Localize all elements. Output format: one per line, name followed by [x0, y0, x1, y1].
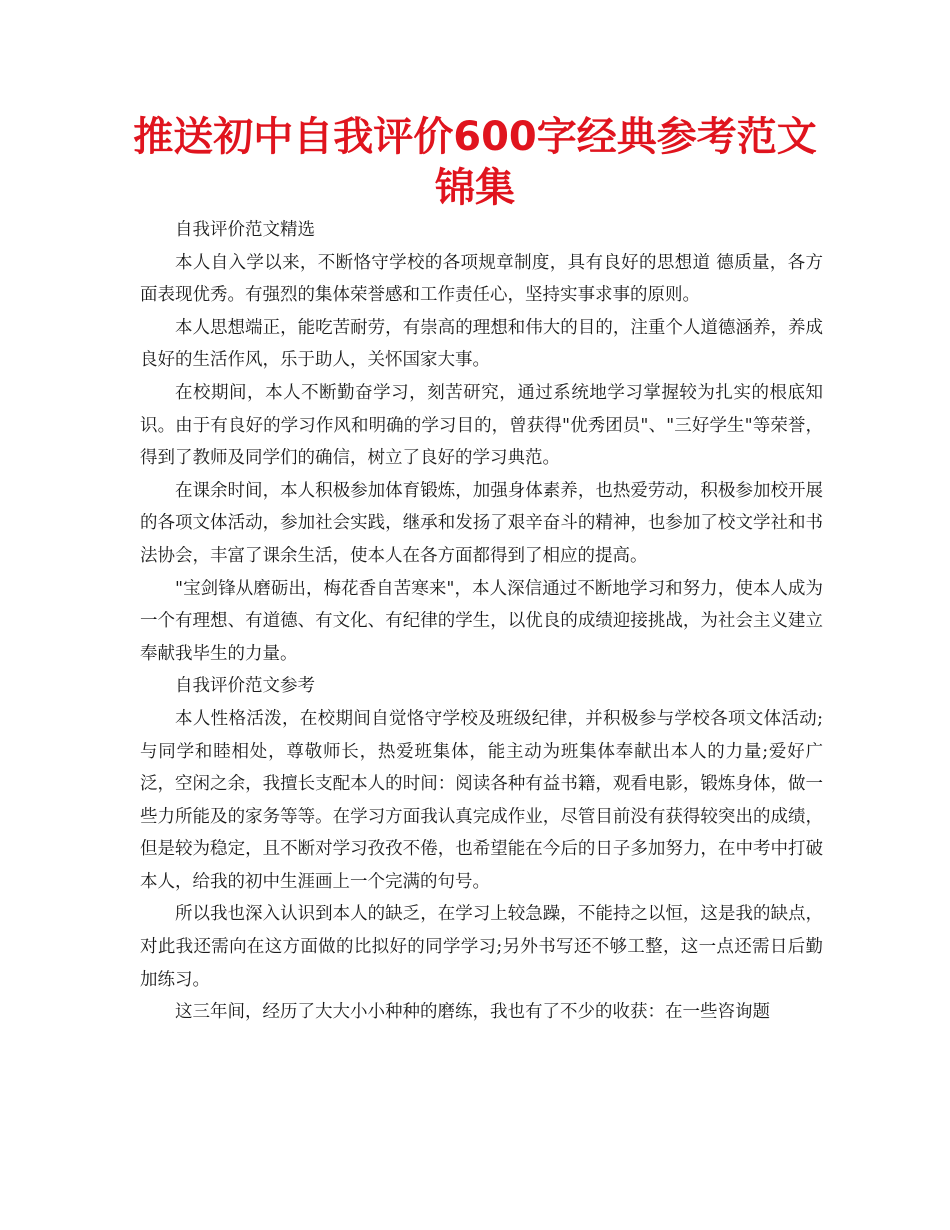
paragraph: 在课余时间，本人积极参加体育锻炼，加强身体素养，也热爱劳动，积极参加校开展的各项文体活动，参加社会实践，继承和发扬了艰辛奋斗的精神，也参加了校文学社和书法协会，丰富了课余生活，使本人在各方面都得到了相应的提高。 [140, 480, 823, 566]
paragraph: 这三年间，经历了大大小小种种的磨练，我也有了不少的收获：在一些咨询题 [175, 1002, 770, 1023]
section-heading-reference: 自我评价范文参考 [175, 676, 315, 697]
paragraph: 本人自入学以来，不断恪守学校的各项规章制度，具有良好的思想道 德质量，各方面表现优秀。有强烈的集体荣誉感和工作责任心，坚持实事求事的原则。 [140, 252, 823, 306]
paragraph: 本人思想端正，能吃苦耐劳，有崇高的理想和伟大的目的，注重个人道德涵养，养成良好的生活作风，乐于助人，关怀国家大事。 [140, 317, 823, 371]
document-body [140, 214, 823, 1029]
paragraph: 本人性格活泼，在校期间自觉恪守学校及班级纪律，并积极参与学校各项文体活动;与同学和睦相处，尊敬师长，热爱班集体，能主动为班集体奉献出本人的力量;爱好广泛，空闲之余，我擅长支配本人的时间：阅读各种有益书籍，观看电影，锻炼身体，做一些力所能及的家务等等。在学习方面我认真完成作业，尽管目前没有获得较突出的成绩，但是较为稳定，且不断对学习孜孜不倦，也希望能在今后的日子多加努力，在中考中打破本人，给我的初中生涯画上一个完满的句号。 [140, 708, 823, 892]
document-title: 推送初中自我评价600字经典参考范文锦集 [133, 114, 817, 211]
paragraph: "宝剑锋从磨砺出，梅花香自苦寒来"，本人深信通过不断地学习和努力，使本人成为一个有理想、有道德、有文化、有纪律的学生，以优良的成绩迎接挑战，为社会主义建立奉献我毕生的力量。 [140, 578, 823, 664]
paragraph: 所以我也深入认识到本人的缺乏，在学习上较急躁，不能持之以恒，这是我的缺点，对此我还需向在这方面做的比拟好的同学学习;另外书写还不够工整，这一点还需日后勤加练习。 [140, 904, 823, 990]
section-heading-selected: 自我评价范文精选 [175, 220, 315, 240]
paragraph: 在校期间，本人不断勤奋学习，刻苦研究，通过系统地学习掌握较为扎实的根底知识。由于有良好的学习作风和明确的学习目的，曾获得"优秀团员"、"三好学生"等荣誉，得到了教师及同学们的确信，树立了良好的学习典范。 [140, 382, 823, 469]
